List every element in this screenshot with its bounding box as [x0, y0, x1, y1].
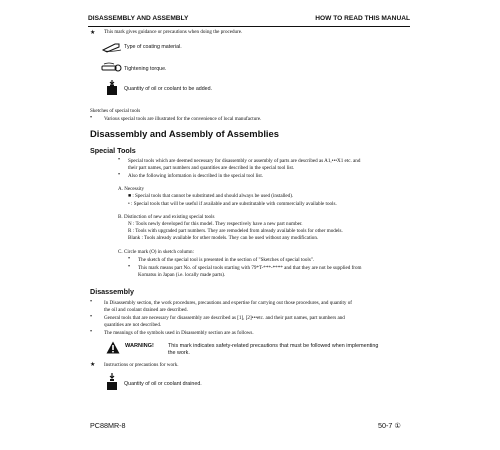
disassembly-text: quantities are not described. [104, 322, 162, 328]
footer-model: PC88MR-8 [90, 421, 126, 430]
bullet: • [90, 115, 93, 121]
special-tools-title: Special Tools [90, 146, 136, 155]
oil-added-label: Quantity of oil or coolant to be added. [124, 86, 213, 92]
star-mark: ★ [90, 30, 96, 36]
disassembly-text: In Disassembly section, the work procedures, precautions and expertise for carrying out those procedures, and quantity of [104, 300, 352, 306]
bullet: • [90, 329, 93, 335]
distinction-item: N : Tools newly developed for this model. They respectively have a new part number. [128, 221, 303, 227]
section-title: Disassembly and Assembly of Assemblies [90, 128, 279, 139]
disassembly-text: The meanings of the symbols used in Disassembly section are as follows. [104, 330, 254, 336]
oil-drained-label: Quantity of oil or coolant drained. [124, 381, 202, 387]
bullet: • [118, 157, 121, 163]
page-number: 50-7 [378, 421, 393, 430]
disassembly-title: Disassembly [90, 287, 134, 296]
torque-wrench-icon [100, 62, 122, 74]
circle-mark-item: The sketch of the special tool is presented in the section of "Sketches of special tools". [138, 257, 315, 263]
distinction-item: Blank : Tools already available for other models. They can be used without any modification. [128, 235, 319, 241]
work-instructions-note: Instructions or precautions for work. [104, 362, 179, 368]
disassembly-text: the oil and coolant drained are described. [104, 307, 188, 313]
tightening-torque-label: Tightening torque. [124, 66, 167, 72]
special-tools-text: Special tools which are deemed necessary for disassembly or assembly of parts are described as A1,•••X1 etc. and [128, 158, 361, 164]
distinction-item: R : Tools with upgraded part numbers. They are remodeled from already available tools for other models. [128, 228, 343, 234]
circle-mark-item: Komatsu in Japan (i.e. locally made parts). [138, 272, 226, 278]
bullet: • [90, 314, 93, 320]
sketches-bullet: Various special tools are illustrated for the convenience of local manufacture. [104, 116, 262, 122]
special-tools-text: Also the following information is described in the special tool list. [128, 173, 264, 179]
bullet: • [118, 172, 121, 178]
circle-mark-title: C. Circle mark (O) in sketch column: [118, 249, 194, 255]
page-header [88, 12, 410, 27]
header-section-title: DISASSEMBLY AND ASSEMBLY [88, 15, 189, 22]
disassembly-text: General tools that are necessary for disassembly are described as [1], [2]•••etc. and their part names, part numbers and [104, 315, 345, 321]
distinction-title: B. Distinction of new and existing special tools [118, 214, 215, 220]
special-tools-text: their part names, part numbers and quantities are described in the special tool list. [128, 165, 295, 171]
footer-page-number [378, 421, 401, 430]
coating-material-label: Type of coating material. [124, 44, 182, 50]
bullet: • [128, 264, 131, 270]
bullet: • [128, 256, 131, 262]
necessity-title: A. Necessity [118, 186, 145, 192]
oil-drain-icon [104, 373, 120, 391]
warning-triangle-icon [106, 341, 120, 354]
star-mark: ★ [90, 362, 96, 368]
warning-text: This mark indicates safety-related precautions that must be followed when implementing [168, 343, 379, 349]
sketches-title: Sketches of special tools [90, 108, 141, 114]
header-chapter-title: HOW TO READ THIS MANUAL [315, 15, 410, 22]
circle-mark-item: This mark means part No. of special tools starting with 79*T-***-**** and that they are not be supplied from [138, 265, 362, 271]
necessity-item: • : Special tools that will be useful if available and are substitutable with commercially available tools. [128, 201, 337, 207]
oil-can-fill-icon [104, 80, 120, 96]
necessity-item: ■ : Special tools that cannot be substituted and should always be used (installed). [128, 193, 294, 199]
revision-mark: ① [394, 421, 401, 430]
warning-text: the work. [168, 350, 190, 356]
bullet: • [90, 299, 93, 305]
warning-label: WARNING! [125, 343, 154, 349]
coating-material-icon [101, 41, 123, 53]
star-note: This mark gives guidance or precautions when doing the procedure. [104, 29, 243, 35]
